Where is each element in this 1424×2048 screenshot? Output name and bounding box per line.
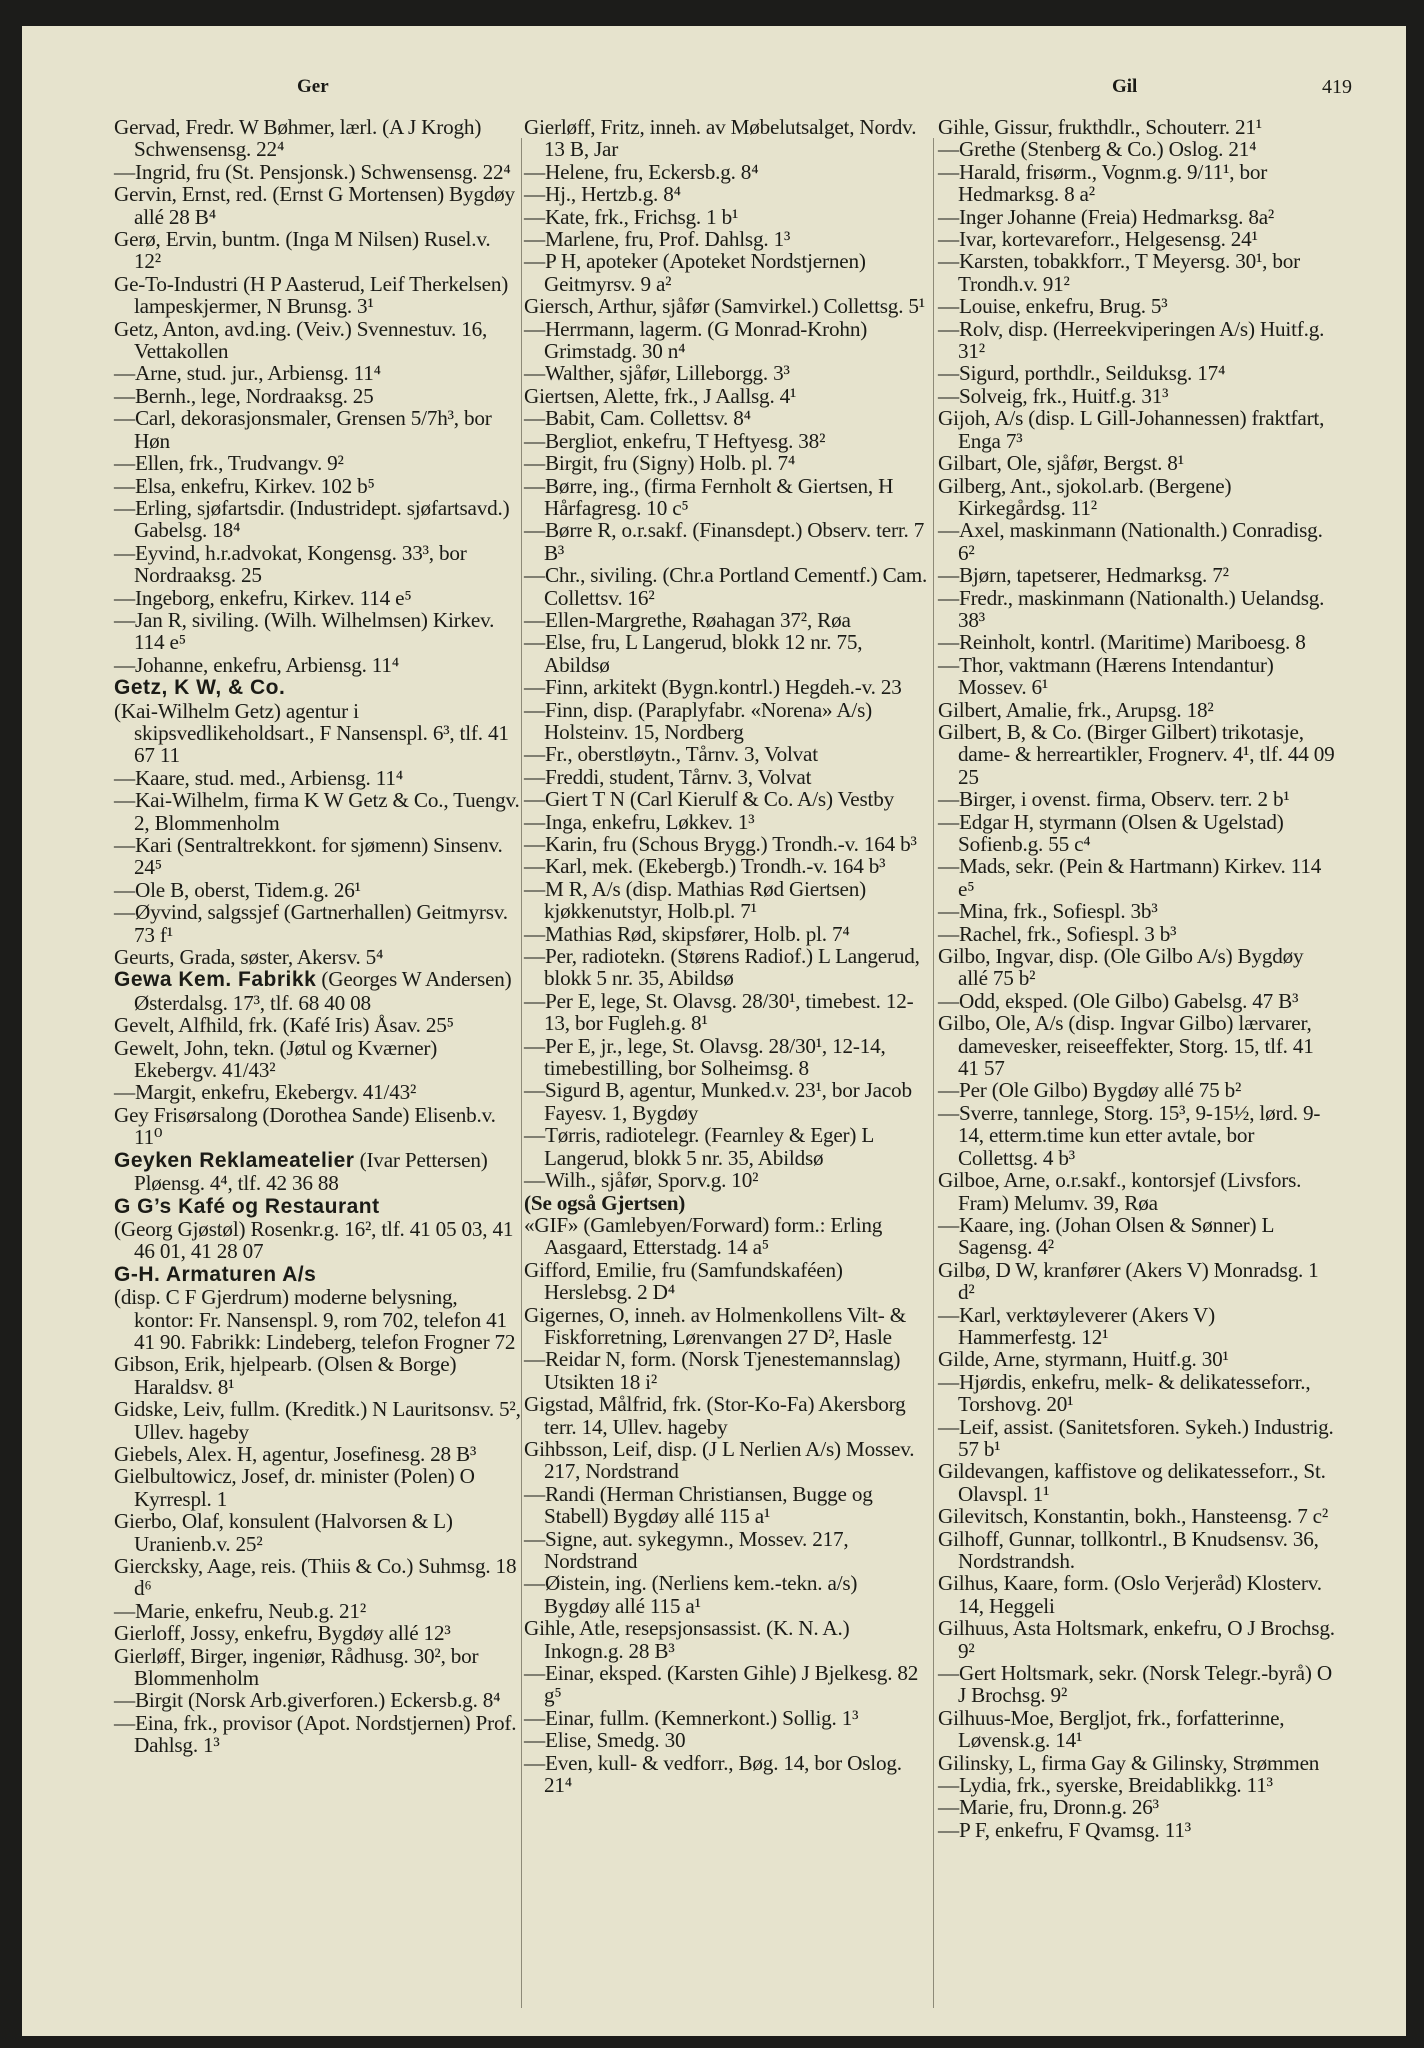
directory-entry — [114, 1555, 522, 1600]
directory-entry — [938, 564, 1338, 586]
directory-entry — [114, 1465, 522, 1510]
directory-entry — [938, 1371, 1338, 1416]
entry-text: —Øistein, ing. (Nerliens kem.-tekn. a/s) Bygdøy allé 115 a¹ — [524, 1571, 858, 1618]
entry-text: Ge-To-Industri (H P Aasterud, Leif Therkelsen) lampeskjermer, N Brunsg. 3¹ — [114, 271, 509, 319]
directory-entry — [114, 116, 522, 161]
directory-entry — [938, 990, 1338, 1012]
directory-entry — [524, 1483, 928, 1528]
entry-text: Gijoh, A/s (disp. L Gill-Johannessen) fraktfart, Enga 7³ — [938, 406, 1325, 453]
entry-text: Gevelt, Alfhild, frk. (Kafé Iris) Åsav. 25⁵ — [114, 1013, 454, 1038]
directory-entry — [114, 1398, 522, 1443]
directory-entry — [114, 879, 522, 901]
entry-text: Gilhus, Kaare, form. (Oslo Verjeråd) Klosterv. 14, Heggeli — [938, 1571, 1322, 1618]
entry-text: —Birgit (Norsk Arb.giverforen.) Eckersb.g. 8⁴ — [114, 1688, 501, 1713]
directory-entry — [524, 990, 928, 1035]
entry-text: —Birger, i ovenst. firma, Observ. terr. 2 b¹ — [938, 787, 1290, 812]
entry-text: Gilbø, D W, kranfører (Akers V) Monradsg. 1 d² — [938, 1257, 1319, 1305]
directory-entry — [114, 1510, 522, 1555]
directory-entry — [938, 206, 1338, 228]
directory-entry — [524, 183, 928, 205]
directory-entry — [938, 1169, 1338, 1214]
directory-entry — [938, 318, 1338, 363]
entry-text: —Karsten, tobakkforr., T Meyersg. 30¹, bor Trondh.v. 91² — [938, 249, 1300, 296]
directory-entry — [938, 228, 1338, 250]
entry-text: —Giert T N (Carl Kierulf & Co. A/s) Vestby — [524, 787, 895, 812]
entry-text: —Erling, sjøfartsdir. (Industridept. sjøfartsavd.) Gabelsg. 18⁴ — [114, 495, 510, 543]
entry-text: —Jan R, siviling. (Wilh. Wilhelmsen) Kirkev. 114 e⁵ — [114, 607, 495, 655]
entry-text: —Finn, disp. (Paraplyfabr. «Norena» A/s) Holsteinv. 15, Nordberg — [524, 697, 873, 744]
directory-entry — [524, 923, 928, 945]
entry-text: Gierbo, Olaf, konsulent (Halvorsen & L) Uranienb.v. 25² — [114, 1509, 453, 1556]
entry-text: —Sverre, tannlege, Storg. 15³, 9-15½, lørd. 9-14, etterm.time kun etter avtale, bor Collettsg. 4 b³ — [938, 1100, 1321, 1170]
entry-text: —Ingeborg, enkefru, Kirkev. 114 e⁵ — [114, 585, 412, 610]
directory-entry — [114, 676, 522, 699]
directory-entry — [114, 475, 522, 497]
entry-text: —Margit, enkefru, Ekebergv. 41/43² — [114, 1080, 417, 1105]
entry-bold-name: Geyken Reklameatelier — [114, 1148, 355, 1172]
entry-text: —Ole B, oberst, Tidem.g. 26¹ — [114, 877, 361, 902]
entry-text: Gilberg, Ant., sjokol.arb. (Bergene) Kirkegårdsg. 11² — [938, 473, 1232, 520]
entry-text: —Babit, Cam. Collettsv. 8⁴ — [524, 406, 751, 431]
entry-text: —Walther, sjåfør, Lilleborgg. 3³ — [524, 361, 790, 386]
entry-text: —Bergliot, enkefru, T Heftyesg. 38² — [524, 428, 826, 453]
directory-entry — [938, 1214, 1338, 1259]
entry-text: —Reinholt, kontrl. (Maritime) Mariboesg. 8 — [938, 630, 1306, 655]
directory-entry — [524, 609, 928, 631]
directory-entry — [938, 1259, 1338, 1304]
directory-entry — [524, 811, 928, 833]
directory-entry — [524, 1214, 928, 1259]
directory-entry — [114, 1689, 522, 1711]
column-3 — [938, 116, 1338, 1841]
directory-entry — [938, 1348, 1338, 1370]
entry-text: (Kai-Wilhelm Getz) agentur i skipsvedlikeholdsart., F Nansenspl. 6³, tlf. 41 67 11 — [114, 698, 509, 768]
directory-entry — [114, 609, 522, 654]
directory-entry — [114, 767, 522, 789]
entry-text: Gilbert, B, & Co. (Birger Gilbert) trikotasje, dame- & herreartikler, Frognerv. 4¹, tlf. 44 09 25 — [938, 719, 1335, 789]
directory-entry — [938, 699, 1338, 721]
directory-entry — [524, 228, 928, 250]
entry-text: Gidske, Leiv, fullm. (Kreditk.) N Lauritsonsv. 5², Ullev. hageby — [114, 1397, 521, 1444]
entry-text: —M R, A/s (disp. Mathias Rød Giertsen) kjøkkenutstyr, Holb.pl. 7¹ — [524, 876, 866, 924]
directory-entry — [114, 318, 522, 363]
directory-entry — [938, 1528, 1338, 1573]
entry-text: (Se også Gjertsen) — [524, 1190, 686, 1215]
entry-text: Gigernes, O, inneh. av Holmenkollens Vilt- & Fiskforretning, Lørenvangen 27 D², Hasle — [524, 1302, 907, 1349]
directory-entry — [524, 699, 928, 744]
entry-bold-name: G G’s Kafé og Restaurant — [114, 1194, 380, 1218]
entry-text: Gihle, Gissur, frukthdlr., Schouterr. 21¹ — [938, 115, 1262, 139]
directory-entry — [114, 385, 522, 407]
entry-text: Gibson, Erik, hjelpearb. (Olsen & Borge) Haraldsv. 8¹ — [114, 1352, 457, 1399]
directory-entry — [938, 1102, 1338, 1169]
entry-text: Gilbo, Ole, A/s (disp. Ingvar Gilbo) lærvarer, damevesker, reiseeffekter, Storg. 15, tlf. 41 41 57 — [938, 1011, 1314, 1081]
directory-entry — [114, 407, 522, 452]
directory-entry — [524, 1752, 928, 1797]
directory-entry — [114, 968, 522, 1014]
directory-entry — [524, 743, 928, 765]
entry-text: —Ingrid, fru (St. Pensjonsk.) Schwensensg. 22⁴ — [114, 159, 511, 184]
directory-entry — [524, 430, 928, 452]
entry-text: —Eina, frk., provisor (Apot. Nordstjernen) Prof. Dahlsg. 1³ — [114, 1710, 517, 1758]
directory-entry — [938, 1416, 1338, 1461]
entry-text: —Marie, enkefru, Neub.g. 21² — [114, 1598, 366, 1623]
entry-text: Giercksky, Aage, reis. (Thiis & Co.) Suhmsg. 18 d⁶ — [114, 1554, 517, 1601]
entry-text: —Mads, sekr. (Pein & Hartmann) Kirkev. 114 e⁵ — [938, 854, 1322, 901]
entry-text: —Signe, aut. sykegymn., Mossev. 217, Nordstrand — [524, 1526, 849, 1573]
directory-entry — [938, 295, 1338, 317]
entry-text: —P F, enkefru, F Qvamsg. 11³ — [938, 1817, 1191, 1842]
entry-text: —Einar, eksped. (Karsten Gihle) J Bjelkesg. 82 g⁵ — [524, 1661, 919, 1708]
directory-entry — [114, 1104, 522, 1149]
entry-text: Giebels, Alex. H, agentur, Josefinesg. 28 B³ — [114, 1441, 477, 1466]
entry-text: —Fr., oberstløytn., Tårnv. 3, Volvat — [524, 742, 818, 767]
directory-entry — [114, 1600, 522, 1622]
entry-text: Gewelt, John, tekn. (Jøtul og Kværner) Ekebergv. 41/43² — [114, 1035, 438, 1083]
column-2 — [524, 116, 928, 1796]
directory-entry — [524, 1192, 928, 1214]
entry-text: —Birgit, fru (Signy) Holb. pl. 7⁴ — [524, 451, 796, 476]
directory-entry — [114, 228, 522, 273]
directory-entry — [938, 475, 1338, 520]
directory-entry — [524, 1393, 928, 1438]
entry-text: —Karin, fru (Schous Brygg.) Trondh.-v. 164 b³ — [524, 832, 917, 856]
directory-entry — [938, 1505, 1338, 1527]
directory-entry — [524, 362, 928, 384]
entry-text: —Thor, vaktmann (Hærens Intendantur) Mossev. 6¹ — [938, 652, 1274, 700]
entry-text: —Harald, frisørm., Vognm.g. 9/11¹, bor Hedmarksg. 8 a² — [938, 159, 1268, 207]
page-number: 419 — [1322, 76, 1352, 98]
entry-text: —Solveig, frk., Huitf.g. 31³ — [938, 383, 1169, 408]
directory-entry — [524, 1124, 928, 1169]
directory-entry — [938, 1707, 1338, 1752]
directory-entry — [114, 700, 522, 767]
entry-text: —Kaare, stud. med., Arbiensg. 11⁴ — [114, 765, 403, 790]
directory-entry — [524, 1259, 928, 1304]
directory-entry — [114, 1218, 522, 1263]
entry-text: Gilevitsch, Konstantin, bokh., Hanstеensg. 7 c² — [938, 1504, 1329, 1529]
entry-text: —Sigurd, porthdlr., Seilduksg. 17⁴ — [938, 361, 1226, 386]
directory-entry — [524, 631, 928, 676]
directory-entry — [938, 250, 1338, 295]
directory-entry — [524, 1528, 928, 1573]
entry-text: Gilbert, Amalie, frk., Arupsg. 18² — [938, 697, 1214, 722]
entry-bold-name: Getz, K W, & Co. — [114, 676, 286, 700]
directory-entry — [938, 385, 1338, 407]
entry-text: (Ivar Pettersen) Pløensg. 4⁴, tlf. 42 36 88 — [134, 1147, 488, 1196]
entry-text: (Georg Gjøstøl) Rosenkr.g. 16², tlf. 41 05 03, 41 46 01, 41 28 07 — [114, 1216, 514, 1264]
column-divider — [933, 138, 934, 2008]
directory-entry — [938, 721, 1338, 788]
directory-entry — [114, 1645, 522, 1690]
entry-text: —Eyvind, h.r.advokat, Kongensg. 33³, bor Nordraaksg. 25 — [114, 540, 467, 588]
entry-text: —Per, radiotekn. (Størens Radiof.) L Langerud, blokk 5 nr. 35, Abildsø — [524, 944, 920, 991]
directory-entry — [114, 1443, 522, 1465]
entry-text: —Randi (Herman Christiansen, Bugge og Stabell) Bygdøy allé 115 a¹ — [524, 1481, 873, 1529]
entry-text: —Axel, maskinmann (Nationalth.) Conradisg. 6² — [938, 518, 1323, 565]
entry-text: —Per (Ole Gilbo) Bygdøy allé 75 b² — [938, 1078, 1242, 1103]
directory-entry — [524, 1348, 928, 1393]
entry-text: —Reidar N, form. (Norsk Tjenestemannslag) Utsikten 18 i² — [524, 1347, 901, 1394]
directory-entry — [114, 654, 522, 676]
entry-text: —Bjørn, tapetserer, Hedmarksg. 7² — [938, 563, 1229, 588]
entry-text: —Else, fru, L Langerud, blokk 12 nr. 75, Abildsø — [524, 630, 863, 677]
entry-text: Gerø, Ervin, buntm. (Inga M Nilsen) Rusel.v. 12² — [114, 227, 491, 274]
directory-entry — [938, 362, 1338, 384]
directory-entry — [938, 587, 1338, 632]
entry-text: Giertsen, Alette, frk., J Aallsg. 4¹ — [524, 383, 797, 408]
entry-text: —Mina, frk., Sofiespl. 3b³ — [938, 899, 1158, 924]
entry-text: —Ellen-Margrethe, Røahagan 37², Røa — [524, 607, 851, 632]
entry-text: —Ivar, kortevareforr., Helgesensg. 24¹ — [938, 227, 1258, 252]
entry-text: —Hj., Hertzb.g. 8⁴ — [524, 182, 681, 207]
entry-text: «GIF» (Gamlebyen/Forward) form.: Erling Aasgaard, Etterstadg. 14 a⁵ — [524, 1212, 883, 1260]
entry-text: Gierløff, Birger, ingeniør, Rådhusg. 30², bor Blommenholm — [114, 1643, 479, 1691]
entry-text: —Rachel, frk., Sofiespl. 3 b³ — [938, 921, 1177, 946]
directory-entry — [524, 1662, 928, 1707]
directory-entry — [114, 587, 522, 609]
entry-text: —Kate, frk., Frichsg. 1 b¹ — [524, 204, 739, 229]
entry-text: Gilhuus-Moe, Bergljot, frk., forfatterinne, Løvensk.g. 14¹ — [938, 1705, 1285, 1753]
entry-text: —Elise, Smedg. 30 — [524, 1728, 686, 1753]
entry-text: —Carl, dekorasjonsmaler, Grensen 5/7h³, bor Høn — [114, 406, 492, 453]
entry-text: Gierloff, Jossy, enkefru, Bygdøy allé 12³ — [114, 1621, 451, 1646]
entry-text: Gilboe, Arne, o.r.sakf., kontorsjef (Livsfors. Fram) Melumv. 39, Røa — [938, 1168, 1302, 1215]
directory-entry — [524, 206, 928, 228]
directory-entry — [938, 900, 1338, 922]
directory-entry — [114, 834, 522, 879]
entry-text: —Louise, enkefru, Brug. 5³ — [938, 294, 1168, 319]
entry-text: —Inga, enkefru, Løkkev. 1³ — [524, 809, 755, 834]
entry-bold-name: Gewa Kem. Fabrikk — [114, 968, 317, 992]
entry-text: Gilhuus, Asta Holtsmark, enkefru, O J Brochsg. 9² — [938, 1616, 1335, 1663]
directory-entry — [524, 676, 928, 698]
entry-text: —Per E, jr., lege, St. Olavsg. 28/30¹, 12-14, timebestilling, bor Solheimsg. 8 — [524, 1033, 886, 1081]
entry-text: Gielbultowicz, Josef, dr. minister (Polen) O Kyrrespl. 1 — [114, 1464, 475, 1511]
directory-entry — [114, 1263, 522, 1286]
directory-entry — [114, 497, 522, 542]
directory-entry — [524, 519, 928, 564]
entry-text: Gilinsky, L, firma Gay & Gilinsky, Strømmen — [938, 1750, 1320, 1775]
directory-entry — [524, 1617, 928, 1662]
directory-entry — [938, 1079, 1338, 1101]
directory-entry — [524, 475, 928, 520]
entry-text: —Wilh., sjåfør, Sporv.g. 10² — [524, 1168, 759, 1193]
entry-text: Gilde, Arne, styrmann, Huitf.g. 30¹ — [938, 1347, 1229, 1372]
entry-text: —Ellen, frk., Trudvangv. 9² — [114, 451, 344, 476]
entry-text: Gigstad, Målfrid, frk. (Stor-Ko-Fa) Akersborg terr. 14, Ullev. hageby — [524, 1392, 906, 1439]
directory-entry — [524, 452, 928, 474]
directory-entry — [938, 1662, 1338, 1707]
directory-entry — [938, 855, 1338, 900]
directory-entry — [938, 788, 1338, 810]
entry-text: —Tørris, radiotelegr. (Fearnley & Eger) L Langerud, blokk 5 nr. 35, Abildsø — [524, 1123, 874, 1170]
directory-entry — [114, 946, 522, 968]
directory-entry — [524, 318, 928, 363]
directory-entry — [114, 789, 522, 834]
directory-entry — [114, 1037, 522, 1082]
entry-text: —Bernh., lege, Nordraaksg. 25 — [114, 383, 374, 408]
entry-text: —Kaare, ing. (Johan Olsen & Sønner) L Sagensg. 4² — [938, 1212, 1274, 1260]
entry-text: —Karl, mek. (Ekebergb.) Trondh.-v. 164 b³ — [524, 854, 886, 879]
directory-entry — [938, 811, 1338, 856]
entry-text: —Marlene, fru, Prof. Dahlsg. 1³ — [524, 227, 791, 252]
directory-entry — [114, 1353, 522, 1398]
entry-text: Gierløff, Fritz, inneh. av Møbelutsalget, Nordv. 13 B, Jar — [524, 115, 917, 162]
directory-entry — [524, 1079, 928, 1124]
header-center-keyword: Gil — [1112, 76, 1138, 97]
directory-entry — [114, 1622, 522, 1644]
directory-entry — [524, 116, 928, 161]
entry-text: —Freddi, student, Tårnv. 3, Volvat — [524, 764, 812, 789]
entry-text: Gilbart, Ole, sjåfør, Bergst. 8¹ — [938, 451, 1184, 476]
directory-entry — [524, 250, 928, 295]
entry-text: —Gert Holtsmark, sekr. (Norsk Telegr.-byrå) O J Brochsg. 9² — [938, 1661, 1332, 1708]
directory-entry — [114, 1149, 522, 1195]
directory-entry — [938, 1617, 1338, 1662]
directory-entry — [114, 452, 522, 474]
entry-text: —P H, apoteker (Apoteket Nordstjernen) Geitmyrsv. 9 a² — [524, 249, 866, 296]
entry-bold-name: G-H. Armaturen A/s — [114, 1262, 317, 1286]
directory-entry — [524, 385, 928, 407]
directory-entry — [524, 878, 928, 923]
entry-text: —Einar, fullm. (Kemnerkont.) Sollig. 1³ — [524, 1705, 859, 1730]
directory-entry — [938, 631, 1338, 653]
directory-entry — [524, 855, 928, 877]
directory-entry — [938, 452, 1338, 474]
entry-text: Gilhoff, Gunnar, tollkontrl., B Knudsensv. 36, Nordstrandsh. — [938, 1526, 1319, 1573]
entry-text: —Edgar H, styrmann (Olsen & Ugelstad) Sofienb.g. 55 c⁴ — [938, 809, 1284, 856]
directory-entry — [938, 116, 1338, 138]
directory-entry — [938, 407, 1338, 452]
entry-text: —Arne, stud. jur., Arbiensg. 11⁴ — [114, 361, 381, 386]
entry-text: —Leif, assist. (Sanitetsforen. Sykeh.) Industrig. 57 b¹ — [938, 1414, 1334, 1461]
directory-entry — [938, 1796, 1338, 1818]
directory-entry — [938, 945, 1338, 990]
directory-entry — [938, 1460, 1338, 1505]
entry-text: —Kari (Sentraltrekkont. for sjømenn) Sinsenv. 24⁵ — [114, 833, 503, 880]
directory-entry — [114, 901, 522, 946]
directory-entry — [938, 519, 1338, 564]
page-header — [22, 76, 1406, 116]
directory-entry — [938, 161, 1338, 206]
entry-text: (Georges W Andersen) Østerdalsg. 17³, tlf. 68 40 08 — [134, 967, 512, 1015]
directory-entry — [114, 1712, 522, 1757]
directory-entry — [114, 362, 522, 384]
directory-page — [22, 26, 1406, 2036]
entry-text: —Marie, fru, Dronn.g. 26³ — [938, 1795, 1159, 1820]
directory-entry — [524, 407, 928, 429]
entry-text: —Kai-Wilhelm, firma K W Getz & Co., Tuengv. 2, Blommenholm — [114, 788, 520, 835]
directory-entry — [524, 945, 928, 990]
entry-text: —Per E, lege, St. Olavsg. 28/30¹, timebest. 12-13, bor Fugleh.g. 8¹ — [524, 988, 914, 1036]
column-1 — [114, 116, 522, 1757]
directory-entry — [114, 1286, 522, 1353]
directory-entry — [524, 1729, 928, 1751]
directory-entry — [524, 295, 928, 317]
entry-text: —Johanne, enkefru, Arbiensg. 11⁴ — [114, 652, 399, 677]
entry-text: Gervin, Ernst, red. (Ernst G Mortensen) Bygdøy allé 28 B⁴ — [114, 182, 515, 229]
entry-text: Gihle, Atle, resepsjonsassist. (K. N. A.) Inkogn.g. 28 B³ — [524, 1616, 850, 1663]
entry-text: —Helene, fru, Eckersb.g. 8⁴ — [524, 159, 759, 184]
entry-text: —Mathias Rød, skipsfører, Holb. pl. 7⁴ — [524, 921, 850, 946]
directory-entry — [938, 654, 1338, 699]
directory-entry — [524, 1438, 928, 1483]
directory-entry — [114, 161, 522, 183]
entry-text: Giersch, Arthur, sjåfør (Samvirkel.) Collettsg. 5¹ — [524, 294, 925, 319]
entry-text: —Odd, eksped. (Ole Gilbo) Gabelsg. 47 B³ — [938, 988, 1299, 1013]
entry-text: —Rolv, disp. (Herreekviperingen A/s) Huitf.g. 31² — [938, 316, 1325, 364]
entry-text: Geurts, Grada, søster, Akersv. 5⁴ — [114, 945, 384, 970]
entry-text: (disp. C F Gjerdrum) moderne belysning, kontor: Fr. Nansenspl. 9, rom 702, telefon 41 41 90. Fabrikk: Lindeberg, telefon Frogner 72 — [114, 1285, 516, 1354]
entry-text: Gervad, Fredr. W Bøhmer, lærl. (A J Krogh) Schwensensg. 22⁴ — [114, 115, 482, 162]
entry-text: Gifford, Emilie, fru (Samfundskaféen) Herslebsg. 2 D⁴ — [524, 1257, 843, 1305]
entry-text: —Hjørdis, enkefru, melk- & delikatesseforr., Torshovg. 20¹ — [938, 1369, 1311, 1417]
directory-entry — [938, 138, 1338, 160]
entry-text: Gilbo, Ingvar, disp. (Ole Gilbo A/s) Bygdøy allé 75 b² — [938, 944, 1304, 991]
entry-text: —Even, kull- & vedforr., Bøg. 14, bor Oslog. 21⁴ — [524, 1750, 902, 1798]
entry-text: —Elsa, enkefru, Kirkev. 102 b⁵ — [114, 473, 375, 498]
entry-text: —Finn, arkitekt (Bygn.kontrl.) Hegdeh.-v. 23 — [524, 675, 902, 700]
directory-entry — [524, 1707, 928, 1729]
entry-text: —Sigurd B, agentur, Munked.v. 23¹, bor Jacob Fayesv. 1, Bygdøy — [524, 1078, 912, 1125]
directory-entry — [524, 833, 928, 855]
header-left-keyword: Ger — [297, 76, 329, 97]
entry-text: Getz, Anton, avd.ing. (Veiv.) Svennestuv. 16, Vettakollen — [114, 316, 488, 364]
directory-entry — [114, 1081, 522, 1103]
entry-text: —Grethe (Stenberg & Co.) Oslog. 21⁴ — [938, 137, 1257, 162]
directory-entry — [938, 1572, 1338, 1617]
directory-entry — [114, 183, 522, 228]
directory-entry — [524, 1304, 928, 1349]
directory-entry — [114, 1195, 522, 1218]
directory-entry — [524, 564, 928, 609]
directory-entry — [524, 766, 928, 788]
directory-entry — [524, 788, 928, 810]
directory-entry — [938, 1752, 1338, 1774]
entry-text: —Lydia, frk., syerske, Breidablikkg. 11³ — [938, 1773, 1273, 1798]
entry-text: —Fredr., maskinmann (Nationalth.) Uelandsg. 38³ — [938, 585, 1325, 632]
directory-entry — [938, 1819, 1338, 1841]
directory-entry — [938, 923, 1338, 945]
directory-entry — [938, 1774, 1338, 1796]
directory-entry — [524, 1572, 928, 1617]
entry-text: —Øyvind, salgssjef (Gartnerhallen) Geitmyrsv. 73 f¹ — [114, 900, 508, 947]
directory-entry — [114, 1014, 522, 1036]
directory-entry — [114, 542, 522, 587]
entry-text: —Karl, verktøyleverer (Akers V) Hammerfestg. 12¹ — [938, 1302, 1215, 1349]
directory-entry — [114, 273, 522, 318]
directory-entry — [938, 1012, 1338, 1079]
directory-entry — [524, 1035, 928, 1080]
entry-text: —Børre R, o.r.sakf. (Finansdept.) Observ. terr. 7 B³ — [524, 518, 925, 565]
directory-entry — [524, 1169, 928, 1191]
entry-text: —Chr., siviling. (Chr.a Portland Cementf.) Cam. Collettsv. 16² — [524, 563, 928, 610]
directory-entry — [938, 1304, 1338, 1349]
entry-text: —Børre, ing., (firma Fernholt & Giertsen, H Hårfagresg. 10 c⁵ — [524, 473, 894, 520]
entry-text: —Inger Johanne (Freia) Hedmarksg. 8a² — [938, 204, 1275, 229]
entry-text: —Herrmann, lagerm. (G Monrad-Krohn) Grimstadg. 30 n⁴ — [524, 316, 868, 364]
entry-text: Gey Frisørsalong (Dorothea Sande) Elisenb.v. 11⁰ — [114, 1102, 496, 1150]
entry-text: Gildevangen, kaffistove og delikatesseforr., St. Olavspl. 1¹ — [938, 1459, 1326, 1506]
entry-text: Gihbsson, Leif, disp. (J L Nerlien A/s) Mossev. 217, Nordstrand — [524, 1436, 915, 1484]
directory-entry — [524, 161, 928, 183]
